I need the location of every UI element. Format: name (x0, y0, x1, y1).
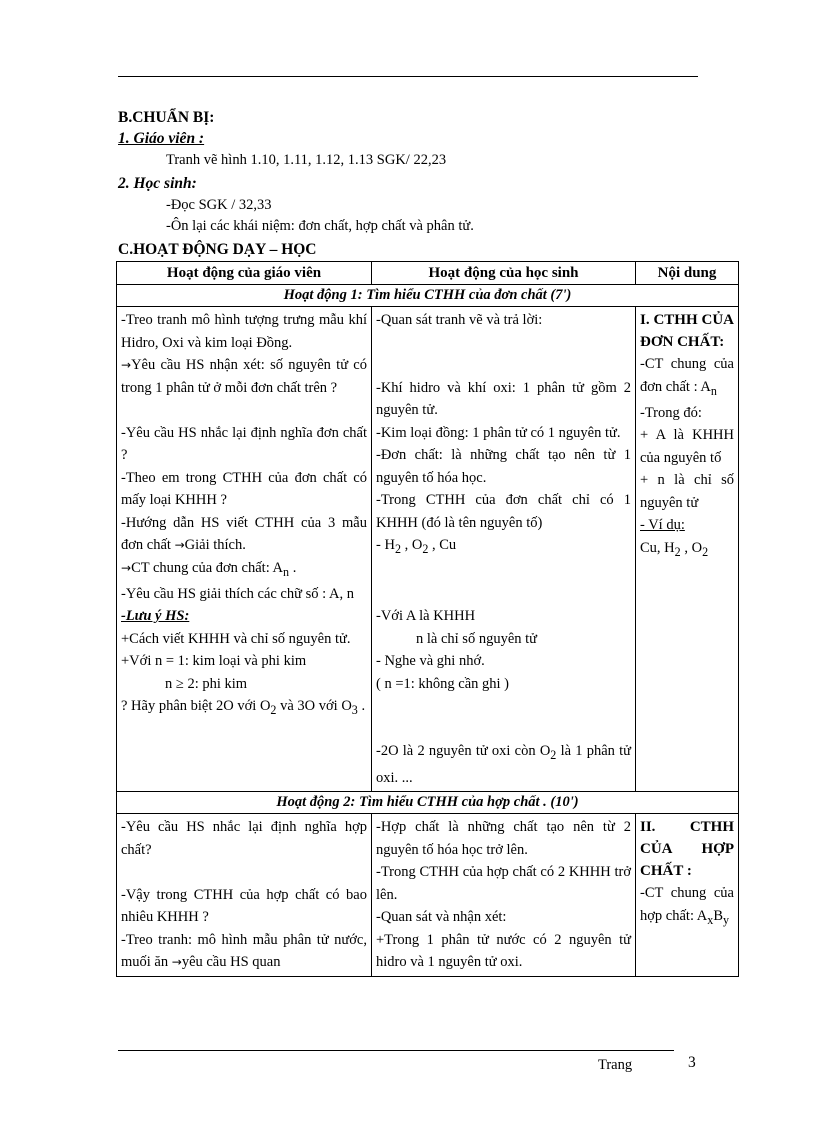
teacher-2-line-2: -Vậy trong CTHH của hợp chất có bao nhiêu KHHH ? (121, 886, 367, 926)
arrow-icon: → (171, 955, 182, 970)
teacher-1-line-11: n ≥ 2: phi kim (165, 675, 248, 692)
student-prep-item-1: -Đọc SGK / 32,33 (166, 197, 272, 213)
content-2-text-b: B (713, 907, 723, 924)
student-1-line-4: -Đơn chất: là những chất tạo nên từ 1 nguyên tố hóa học. (376, 447, 631, 486)
content-1-line-7 (640, 537, 734, 563)
content-1-line-4: + A là KHHH của nguyên tố (640, 427, 734, 466)
teacher-heading: 1. Giáo viên : (118, 130, 205, 147)
student-1-line-1: -Quan sát tranh vẽ và trả lời: (376, 312, 543, 328)
teacher-1-line-12: ? Hãy phân biệt 2O với $O_2$ và 3O với $O_3$ . (121, 698, 366, 718)
activity-row-1 (117, 285, 739, 307)
student-1-line-10: ( n =1: không cần ghi ) (376, 675, 510, 692)
student-cell-1 (372, 307, 636, 792)
activity-row-2 (117, 792, 739, 814)
student-1-line-2: -Khí hidro và khí oxi: 1 phân tử gồm 2 nguyên tử. (376, 379, 631, 418)
teacher-1-text-5b: Giải thích. (184, 537, 246, 553)
student-2-line-1: -Hợp chất là những chất tạo nên từ 2 nguyên tố hóa học trở lên. (376, 819, 631, 858)
student-1-line-11 (376, 740, 631, 789)
arrow-icon: → (121, 358, 132, 372)
subscript-3: 3 (351, 703, 358, 718)
content-2-text-2: -CT chung của hợp chất: A (640, 885, 734, 924)
teacher-1-line-2 (121, 354, 367, 399)
subscript-x: x (707, 912, 714, 927)
student-2-line-3: -Quan sát và nhận xét: (376, 909, 507, 926)
col-header-student: Hoạt động của học sinh (372, 262, 636, 285)
student-2-line-4: +Trong 1 phân tử nước có 2 nguyên tử hidro và 1 nguyên tử oxi. (376, 931, 631, 971)
teacher-1-text-6: CT chung của đơn chất: A (131, 559, 284, 576)
activity-2-title: Hoạt động 2: Tìm hiểu CTHH của hợp chất . (10') (117, 792, 739, 814)
teacher-cell-1 (117, 307, 372, 792)
teacher-1-text-5: -Hướng dẫn HS viết CTHH của 3 mẫu đơn chất (121, 514, 367, 553)
footer-rule (118, 1050, 674, 1051)
teacher-1-line-6: →CT chung của đơn chất: $A_n$ . (121, 559, 297, 579)
subscript-n: n (710, 383, 717, 398)
student-heading-text: 2. Học sinh: (118, 175, 197, 192)
col-header-content: Nội dung (636, 262, 739, 285)
teacher-1-line-3: -Yêu cầu HS nhắc lại định nghĩa đơn chất ? (121, 424, 367, 463)
teacher-1-line-7: -Yêu cầu HS giải thích các chữ số : A, n (121, 585, 354, 602)
subscript-n: n (283, 564, 290, 579)
student-1-line-5: -Trong CTHH của đơn chất chỉ có 1 KHHH (đó là tên nguyên tố) (376, 492, 631, 531)
header-rule (118, 76, 698, 77)
teacher-1-text-12: ? Hãy phân biệt 2O với O (121, 698, 271, 715)
page-number: 3 (688, 1054, 696, 1071)
student-1-text-6a: - H (376, 537, 395, 553)
content-cell-1 (636, 307, 739, 792)
teacher-1-line-8: -Lưu ý HS: (121, 608, 190, 625)
teacher-2-line-3 (121, 929, 367, 974)
student-1-text-12: là 1 phân tử oxi. ... (376, 743, 631, 786)
student-1-text-6b: , O (404, 537, 423, 553)
student-1-line-9: - Nghe và ghi nhớ. (376, 653, 485, 670)
teacher-1-line-1: -Treo tranh mô hình tượng trưng mẫu khí Hidro, Oxi và kim loại Đồng. (121, 312, 367, 351)
lesson-table (116, 261, 739, 977)
table-header-row (117, 262, 739, 285)
student-1-line-7: -Với A là KHHH (376, 608, 476, 625)
student-1-line-8: n là chỉ số nguyên tử (416, 630, 538, 647)
content-1-text-7b: , O (684, 539, 703, 556)
subscript-2: 2 (394, 541, 401, 556)
teacher-1-line-9: +Cách viết KHHH và chỉ số nguyên tử. (121, 630, 351, 647)
teacher-2-text-4: yêu cầu HS quan (181, 954, 281, 971)
subscript-2: 2 (422, 541, 429, 556)
teacher-1-text-2: Yêu cầu HS nhận xét: số nguyên tử có trong 1 phân tử ở mỗi đơn chất trên ? (121, 357, 367, 396)
section-b-title: B.CHUẨN BỊ: (118, 109, 215, 126)
arrow-icon: → (121, 560, 132, 575)
student-1-text-11: -2O là 2 nguyên tử oxi còn O (376, 743, 551, 760)
col-header-teacher: Hoạt động của giáo viên (117, 262, 372, 285)
content-1-text-2: -CT chung của đơn chất : A (640, 356, 734, 395)
content-cell-2 (636, 814, 739, 977)
subscript-2: 2 (550, 748, 557, 763)
teacher-2-line-1: -Yêu cầu HS nhắc lại định nghĩa hợp chất? (121, 819, 367, 858)
content-1-line-6: - Ví dụ: (640, 517, 685, 534)
teacher-prep-item: Tranh vẽ hình 1.10, 1.11, 1.12, 1.13 SGK/ 22,23 (166, 152, 447, 168)
content-2-line-2 (640, 882, 734, 931)
student-2-line-2: -Trong CTHH của hợp chất có 2 KHHH trở lên. (376, 864, 631, 903)
student-1-text-6c: , Cu (432, 537, 457, 553)
content-1-line-2 (640, 353, 734, 402)
content-1-text-7a: Cu, H (640, 539, 675, 556)
section-c-title: C.HOẠT ĐỘNG DẠY – HỌC (118, 241, 317, 258)
teacher-1-line-10: +Với n = 1: kim loại và phi kim (121, 653, 307, 670)
student-heading (118, 174, 197, 194)
teacher-2-text-3: -Treo tranh: mô hình mẫu phân tử nước, muối ăn (121, 931, 367, 971)
content-1-line-5: + n là chỉ số nguyên tử (640, 472, 734, 511)
subscript-2: 2 (674, 544, 681, 559)
student-cell-2 (372, 814, 636, 977)
content-2-heading: II. CTHH CỦA HỢP CHẤT : (640, 819, 734, 880)
teacher-1-line-4: -Theo em trong CTHH của đơn chất có mấy loại KHHH ? (121, 469, 367, 508)
teacher-1-line-5 (121, 512, 367, 557)
table-row (117, 307, 739, 792)
student-1-line-6 (376, 534, 631, 560)
footer-label: Trang (598, 1057, 633, 1073)
student-1-line-3: -Kim loại đồng: 1 phân tử có 1 nguyên tử. (376, 424, 621, 441)
subscript-2: 2 (702, 544, 709, 559)
arrow-icon: → (174, 538, 185, 552)
content-1-heading: I. CTHH CỦA ĐƠN CHẤT: (640, 312, 734, 350)
table-row (117, 814, 739, 977)
subscript-y: y (723, 912, 730, 927)
student-prep-item-2: -Ôn lại các khái niệm: đơn chất, hợp chất và phân tử. (166, 218, 474, 234)
content-1-line-3: -Trong đó: (640, 404, 702, 421)
subscript-2: 2 (270, 703, 277, 718)
teacher-1-text-13: và 3O với O (280, 698, 352, 715)
teacher-cell-2 (117, 814, 372, 977)
activity-1-title: Hoạt động 1: Tìm hiểu CTHH của đơn chất (7') (117, 285, 739, 307)
